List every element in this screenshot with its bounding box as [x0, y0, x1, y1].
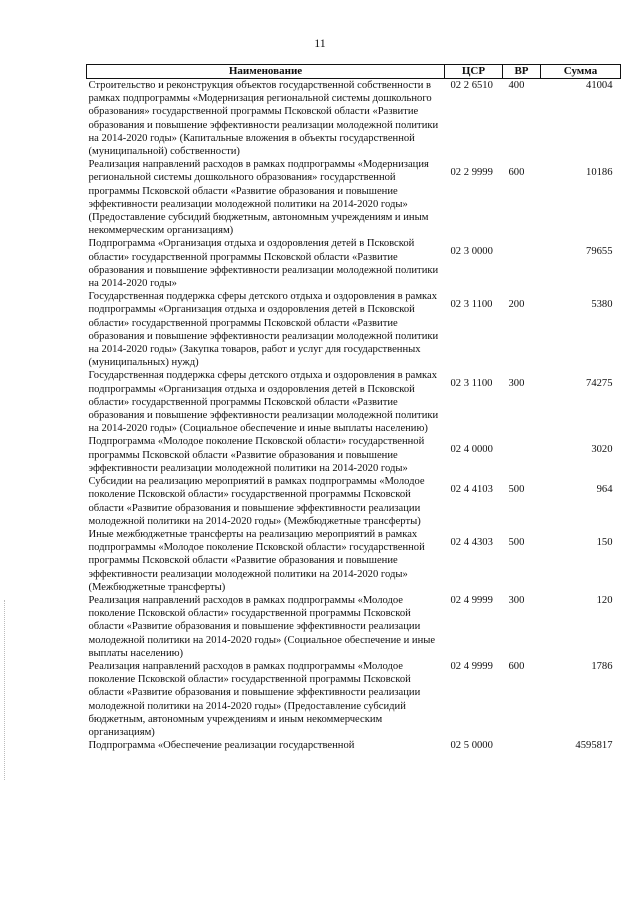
row-csr: 02 4 4103 — [450, 484, 493, 496]
table-row — [87, 739, 621, 752]
row-csr: 02 2 6510 — [450, 80, 493, 91]
row-name: Реализация направлений расходов в рамках подпрограммы «Молодое поколение Псковской области» государственной программы Псковской области «Развитие образования и повышение эффективности реализации молодежной политики на 2014-2020 годы» (Предоставление субсидий бюджетным, автономным учреждениям и иным некоммерческим организациям) — [88, 660, 421, 738]
table-row — [87, 79, 621, 159]
row-csr: 02 4 4303 — [450, 536, 493, 548]
row-csr: 02 4 9999 — [450, 594, 493, 606]
header-name: Наименование — [87, 65, 445, 79]
row-sum: 1786 — [591, 660, 613, 672]
row-csr: 02 3 1100 — [450, 378, 493, 390]
row-name: Государственная поддержка сферы детского отдыха и оздоровления в рамках подпрограммы «Организация отдыха и оздоровления детей в Псковской области» государственной программы Псковской области «Развитие образования и повышение эффективности реализации молодежной политики на 2014-2020 годы» (Закупка товаров, работ и услуг для государственных (муниципальных) нужд) — [88, 291, 439, 369]
row-csr: 02 2 9999 — [450, 167, 493, 179]
row-name: Подпрограмма «Обеспечение реализации государственной — [88, 740, 355, 752]
header-csr: ЦСР — [445, 65, 503, 79]
row-csr: 02 3 0000 — [450, 246, 493, 258]
row-sum: 120 — [596, 594, 613, 606]
row-name: Государственная поддержка сферы детского отдыха и оздоровления в рамках подпрограммы «Организация отдыха и оздоровления детей в Псковской области» государственной программы Псковской области «Развитие образования и повышение эффективности реализации молодежной политики на 2014-2020 годы» (Социальное обеспечение и иные выплаты населению) — [88, 370, 439, 435]
row-sum: 79655 — [586, 246, 613, 258]
row-sum: 150 — [596, 536, 613, 548]
row-name: Реализация направлений расходов в рамках подпрограммы «Модернизация региональной системы дошкольного образования» государственной программы Псковской области «Развитие образования и повышение эффективности реализации молодежной политики на 2014-2020 годы» (Предоставление субсидий бюджетным, автономным учреждениям и иным некоммерческим организациям) — [88, 159, 429, 237]
row-vr: 500 — [508, 536, 525, 548]
row-sum: 4595817 — [575, 740, 613, 752]
row-sum: 41004 — [586, 80, 613, 91]
row-name: Иные межбюджетные трансферты на реализацию мероприятий в рамках подпрограммы «Молодое поколение Псковской области» государственной программы Псковской области «Развитие образования и повышение эффективности реализации молодежной политики на 2014-2020 годы» (Межбюджетные трансферты) — [88, 528, 425, 593]
row-vr: 300 — [508, 594, 525, 606]
row-sum: 10186 — [586, 167, 613, 179]
row-name: Реализация направлений расходов в рамках подпрограммы «Молодое поколение Псковской области» государственной программы Псковской области «Развитие образования и повышение эффективности реализации молодежной политики на 2014-2020 годы» (Социальное обеспечение и иные выплаты населению) — [88, 594, 436, 659]
row-vr — [503, 739, 541, 752]
scan-edge-mark — [4, 600, 6, 780]
row-vr: 300 — [508, 378, 525, 390]
row-name: Подпрограмма «Молодое поколение Псковской области» государственной программы Псковской области «Развитие образования и повышение эффективности реализации молодежной политики на 2014-2020 годы» — [88, 436, 425, 474]
row-sum: 3020 — [591, 444, 613, 456]
table-row — [87, 660, 621, 739]
row-vr — [503, 237, 541, 290]
row-sum: 74275 — [586, 378, 613, 390]
row-sum: 5380 — [591, 299, 613, 311]
table-header-row — [87, 65, 621, 79]
header-sum: Сумма — [541, 65, 621, 79]
row-vr — [503, 435, 541, 475]
row-csr: 02 3 1100 — [450, 299, 493, 311]
table-row — [87, 369, 621, 435]
row-csr: 02 5 0000 — [450, 740, 493, 752]
budget-table — [86, 64, 621, 752]
row-name: Субсидии на реализацию мероприятий в рамках подпрограммы «Молодое поколение Псковской области» государственной программы Псковской области «Развитие образования и повышение эффективности реализации молодежной политики на 2014-2020 годы» (Межбюджетные трансферты) — [88, 476, 425, 527]
row-csr: 02 4 9999 — [450, 660, 493, 672]
header-vr: ВР — [503, 65, 541, 79]
table-row — [87, 290, 621, 369]
table-row — [87, 475, 621, 528]
table-row — [87, 528, 621, 594]
row-sum: 964 — [596, 484, 613, 496]
table-row — [87, 594, 621, 660]
table-row — [87, 237, 621, 290]
row-name: Строительство и реконструкция объектов государственной собственности в рамках подпрограммы «Модернизация региональной системы дошкольного образования» государственной программы Псковской области «Развитие образования и повышение эффективности реализации молодежной политики на 2014-2020 годы» (Капитальные вложения в объекты государственной (муниципальной) собственности) — [88, 80, 439, 158]
row-vr: 500 — [508, 484, 525, 496]
row-csr: 02 4 0000 — [450, 444, 493, 456]
table-row — [87, 435, 621, 475]
row-vr: 200 — [508, 299, 525, 311]
row-vr: 600 — [508, 660, 525, 672]
page-number: 11 — [314, 36, 326, 50]
row-name: Подпрограмма «Организация отдыха и оздоровления детей в Псковской области» государственной программы Псковской области «Развитие образования и повышение эффективности реализации молодежной политики на 2014-2020 годы» — [88, 238, 439, 290]
row-vr: 600 — [508, 167, 525, 179]
row-vr: 400 — [508, 80, 525, 91]
table-row — [87, 158, 621, 237]
